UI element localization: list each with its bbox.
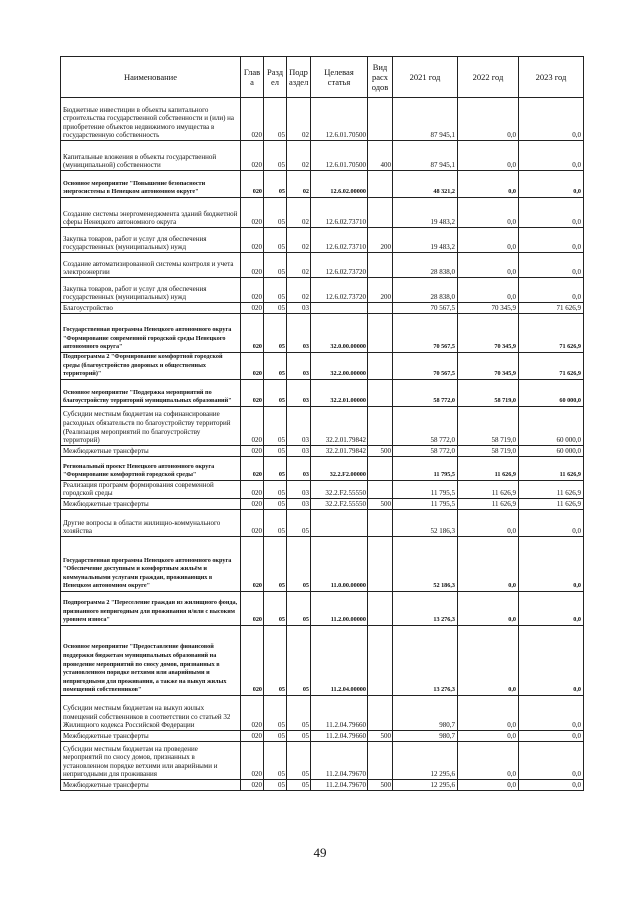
row-2021: 52 186,3 [393,509,458,536]
row-razd: 05 [264,741,287,779]
header-article: Целевая статья [311,57,368,98]
row-name: Другие вопросы в области жилищно-коммунального хозяйства [61,509,241,536]
row-vr [368,98,393,141]
row-glav: 020 [241,228,264,253]
table-row [61,730,584,741]
row-name: Основное мероприятие "Поддержка мероприятий по благоустройству территорий муниципальных образований" [61,379,241,406]
row-podr: 05 [287,779,311,790]
header-2022: 2022 год [458,57,519,98]
row-article [311,303,368,314]
row-name: Межбюджетные трансферты [61,730,241,741]
row-razd: 05 [264,228,287,253]
row-2022: 0,0 [458,198,519,228]
row-2023: 71 626,9 [519,353,584,380]
row-podr: 03 [287,445,311,456]
row-name: Государственная программа Ненецкого автономного округа "Формирование современной городской среды Ненецкого автономного округа" [61,314,241,353]
row-vr [368,695,393,730]
row-article: 12.6.02.73720 [311,253,368,278]
row-podr: 02 [287,198,311,228]
row-2023: 0,0 [519,228,584,253]
row-podr: 05 [287,591,311,625]
row-2021: 980,7 [393,695,458,730]
row-razd: 05 [264,253,287,278]
row-article: 32.2.00.00000 [311,353,368,380]
table-header [61,57,584,98]
table-row [61,314,584,353]
row-razd: 05 [264,509,287,536]
row-vr [368,253,393,278]
row-podr: 03 [287,314,311,353]
row-glav: 020 [241,730,264,741]
row-podr: 05 [287,536,311,591]
table-row [61,171,584,198]
row-2022: 0,0 [458,536,519,591]
row-vr [368,456,393,480]
row-2021: 19 483,2 [393,228,458,253]
header-vr: Вид расх одов [368,57,393,98]
row-2022: 0,0 [458,695,519,730]
row-vr: 200 [368,278,393,303]
row-razd: 05 [264,625,287,695]
row-razd: 05 [264,141,287,171]
row-glav: 020 [241,278,264,303]
row-2022: 0,0 [458,253,519,278]
table-body [61,98,584,791]
table-row [61,695,584,730]
row-name: Межбюджетные трансферты [61,498,241,509]
row-glav: 020 [241,741,264,779]
table-row [61,278,584,303]
row-2021: 13 276,3 [393,625,458,695]
row-2022: 0,0 [458,779,519,790]
row-2021: 70 567,5 [393,303,458,314]
row-vr [368,303,393,314]
row-vr [368,741,393,779]
row-2023: 11 626,9 [519,498,584,509]
row-article: 11.2.04.00000 [311,625,368,695]
row-2021: 13 276,3 [393,591,458,625]
row-vr [368,536,393,591]
row-name: Межбюджетные трансферты [61,445,241,456]
row-article: 32.2.F2.55550 [311,480,368,498]
row-2021: 28 838,0 [393,278,458,303]
row-article: 12.6.02.00000 [311,171,368,198]
row-article: 32.0.00.00000 [311,314,368,353]
row-2022: 58 719,0 [458,379,519,406]
row-2023: 60 000,0 [519,445,584,456]
row-2021: 12 295,6 [393,779,458,790]
row-2021: 28 838,0 [393,253,458,278]
row-vr [368,625,393,695]
row-podr: 03 [287,379,311,406]
row-vr: 200 [368,228,393,253]
row-article: 32.2.01.79842 [311,406,368,445]
row-2023: 0,0 [519,591,584,625]
row-article: 12.6.01.70500 [311,98,368,141]
row-name: Капитальные вложения в объекты государственной (муниципальной) собственности [61,141,241,171]
row-article [311,509,368,536]
row-razd: 05 [264,695,287,730]
row-glav: 020 [241,509,264,536]
row-2023: 0,0 [519,253,584,278]
row-glav: 020 [241,625,264,695]
row-2023: 0,0 [519,536,584,591]
row-razd: 05 [264,591,287,625]
table-row [61,480,584,498]
row-name: Благоустройство [61,303,241,314]
row-vr: 500 [368,730,393,741]
row-name: Создание автоматизированной системы контроля и учета электроэнергии [61,253,241,278]
row-2021: 58 772,0 [393,445,458,456]
row-podr: 02 [287,253,311,278]
row-2021: 11 795,5 [393,480,458,498]
table-row [61,228,584,253]
row-2023: 0,0 [519,198,584,228]
row-2022: 11 626,9 [458,498,519,509]
row-glav: 020 [241,314,264,353]
row-vr: 400 [368,141,393,171]
row-vr [368,406,393,445]
row-2021: 980,7 [393,730,458,741]
row-glav: 020 [241,198,264,228]
row-name: Основное мероприятие "Предоставление финансовой поддержки бюджетам муниципальных образований на проведение мероприятий по сносу домов, признанных в установленном порядке ветхими или аварийными и непригодными для проживания, а также на выкуп жилых помещений собственников" [61,625,241,695]
budget-table-sheet [60,56,583,791]
row-glav: 020 [241,591,264,625]
row-glav: 020 [241,171,264,198]
row-2023: 0,0 [519,730,584,741]
row-2023: 0,0 [519,695,584,730]
row-2023: 0,0 [519,741,584,779]
row-2022: 70 345,9 [458,353,519,380]
row-2023: 0,0 [519,625,584,695]
row-glav: 020 [241,536,264,591]
table-row [61,625,584,695]
row-podr: 02 [287,278,311,303]
row-2022: 0,0 [458,625,519,695]
header-2021: 2021 год [393,57,458,98]
row-2021: 52 186,3 [393,536,458,591]
row-razd: 05 [264,779,287,790]
row-podr: 03 [287,480,311,498]
row-vr: 500 [368,445,393,456]
row-2021: 58 772,0 [393,406,458,445]
row-article: 11.2.00.00000 [311,591,368,625]
row-2021: 11 795,5 [393,456,458,480]
row-2022: 0,0 [458,730,519,741]
row-name: Основное мероприятие "Повышение безопасности энергосистемы в Ненецком автономном округе" [61,171,241,198]
row-2023: 0,0 [519,278,584,303]
row-2021: 70 567,5 [393,314,458,353]
row-podr: 03 [287,353,311,380]
row-razd: 05 [264,498,287,509]
row-glav: 020 [241,379,264,406]
table-row [61,591,584,625]
row-article: 11.0.00.00000 [311,536,368,591]
row-2021: 48 321,2 [393,171,458,198]
row-article: 32.2.F2.00000 [311,456,368,480]
row-2021: 70 567,5 [393,353,458,380]
row-razd: 05 [264,730,287,741]
row-razd: 05 [264,303,287,314]
row-2022: 0,0 [458,509,519,536]
row-glav: 020 [241,445,264,456]
row-2023: 0,0 [519,171,584,198]
table-row [61,141,584,171]
row-name: Межбюджетные трансферты [61,779,241,790]
row-2021: 87 945,1 [393,141,458,171]
row-name: Бюджетные инвестиции в объекты капитального строительства государственной собственности и (или) на приобретение объектов недвижимого имущества в государственную собственность [61,98,241,141]
row-2022: 0,0 [458,141,519,171]
table-row [61,353,584,380]
row-name: Закупка товаров, работ и услуг для обеспечения государственных (муниципальных) нужд [61,278,241,303]
table-row [61,536,584,591]
row-vr [368,171,393,198]
row-2022: 58 719,0 [458,406,519,445]
row-razd: 05 [264,480,287,498]
header-glav: Глав а [241,57,264,98]
row-glav: 020 [241,498,264,509]
row-2023: 71 626,9 [519,314,584,353]
row-name: Реализация программ формирования современной городской среды [61,480,241,498]
table-row [61,198,584,228]
row-2022: 58 719,0 [458,445,519,456]
row-podr: 03 [287,456,311,480]
row-glav: 020 [241,456,264,480]
row-article: 12.6.02.73720 [311,278,368,303]
row-razd: 05 [264,406,287,445]
row-article: 12.6.02.73710 [311,228,368,253]
row-glav: 020 [241,480,264,498]
row-article: 11.2.04.79660 [311,695,368,730]
row-2022: 0,0 [458,591,519,625]
row-glav: 020 [241,253,264,278]
header-name: Наименование [61,57,241,98]
row-vr [368,314,393,353]
row-2022: 0,0 [458,98,519,141]
row-glav: 020 [241,779,264,790]
row-name: Государственная программа Ненецкого автономного округа "Обеспечение доступным и комфортным жильём и коммунальными услугами граждан, проживающих в Ненецком автономном округе" [61,536,241,591]
row-2023: 11 626,9 [519,480,584,498]
row-podr: 03 [287,498,311,509]
table-row [61,253,584,278]
row-2023: 11 626,9 [519,456,584,480]
row-vr [368,379,393,406]
row-vr [368,198,393,228]
row-2023: 71 626,9 [519,303,584,314]
row-2023: 60 000,0 [519,406,584,445]
header-2023: 2023 год [519,57,584,98]
row-vr [368,509,393,536]
row-vr [368,591,393,625]
row-razd: 05 [264,379,287,406]
row-razd: 05 [264,456,287,480]
row-2021: 11 795,5 [393,498,458,509]
row-podr: 03 [287,303,311,314]
header-podr: Подр аздел [287,57,311,98]
row-2023: 0,0 [519,141,584,171]
row-podr: 05 [287,730,311,741]
row-name: Субсидии местным бюджетам на выкуп жилых помещений собственников в соответствии со статьей 32 Жилищного кодекса Российской Федерации [61,695,241,730]
row-podr: 02 [287,228,311,253]
row-name: Подпрограмма 2 "Формирование комфортной городской среды (благоустройство дворовых и общественных территорий)" [61,353,241,380]
row-razd: 05 [264,445,287,456]
header-razd: Разд ел [264,57,287,98]
table-row [61,445,584,456]
row-2023: 0,0 [519,98,584,141]
row-name: Закупка товаров, работ и услуг для обеспечения государственных (муниципальных) нужд [61,228,241,253]
table-row [61,379,584,406]
row-2022: 11 626,9 [458,456,519,480]
row-2022: 70 345,9 [458,314,519,353]
page-number: 49 [313,845,327,860]
row-podr: 02 [287,171,311,198]
row-2022: 0,0 [458,741,519,779]
row-name: Создание системы энергоменеджмента зданий бюджетной сферы Ненецкого автономного округа [61,198,241,228]
table-row [61,303,584,314]
row-2021: 58 772,0 [393,379,458,406]
row-2023: 0,0 [519,779,584,790]
table-row [61,456,584,480]
row-article: 32.2.F2.55550 [311,498,368,509]
row-podr: 02 [287,141,311,171]
row-name: Подпрограмма 2 "Переселение граждан из жилищного фонда, признанного непригодным для проживания и/или с высоким уровнем износа" [61,591,241,625]
row-2023: 60 000,0 [519,379,584,406]
row-article: 11.2.04.79670 [311,779,368,790]
row-glav: 020 [241,406,264,445]
row-razd: 05 [264,536,287,591]
budget-table [60,56,584,791]
table-row [61,741,584,779]
row-2021: 87 945,1 [393,98,458,141]
row-podr: 05 [287,625,311,695]
row-glav: 020 [241,98,264,141]
row-2022: 11 626,9 [458,480,519,498]
row-article: 11.2.04.79670 [311,741,368,779]
row-name: Субсидии местным бюджетам на проведение мероприятий по сносу домов, признанных в установленном порядке ветхими или аварийными и непригодными для проживания [61,741,241,779]
row-vr [368,480,393,498]
row-2021: 19 483,2 [393,198,458,228]
row-glav: 020 [241,141,264,171]
row-podr: 05 [287,741,311,779]
row-name: Субсидии местным бюджетам на софинансирование расходных обязательств по благоустройству территорий (Реализация мероприятий по благоустройству территорий) [61,406,241,445]
row-2022: 0,0 [458,228,519,253]
row-vr [368,353,393,380]
row-2023: 0,0 [519,509,584,536]
row-razd: 05 [264,171,287,198]
row-podr: 03 [287,406,311,445]
row-razd: 05 [264,278,287,303]
row-article: 32.2.01.00000 [311,379,368,406]
row-razd: 05 [264,198,287,228]
table-row [61,98,584,141]
row-razd: 05 [264,98,287,141]
row-podr: 05 [287,695,311,730]
row-2022: 0,0 [458,278,519,303]
row-article: 12.6.01.70500 [311,141,368,171]
row-vr: 500 [368,498,393,509]
table-row [61,509,584,536]
row-glav: 020 [241,353,264,380]
row-podr: 05 [287,509,311,536]
row-article: 11.2.04.79660 [311,730,368,741]
row-article: 12.6.02.73710 [311,198,368,228]
row-2022: 70 345,9 [458,303,519,314]
row-vr: 500 [368,779,393,790]
table-row [61,779,584,790]
table-row [61,406,584,445]
row-razd: 05 [264,314,287,353]
row-glav: 020 [241,695,264,730]
row-2022: 0,0 [458,171,519,198]
row-razd: 05 [264,353,287,380]
row-glav: 020 [241,303,264,314]
row-article: 32.2.01.79842 [311,445,368,456]
row-name: Региональный проект Ненецкого автономного округа "Формирование комфортной городской среды" [61,456,241,480]
table-row [61,498,584,509]
row-podr: 02 [287,98,311,141]
row-2021: 12 295,6 [393,741,458,779]
